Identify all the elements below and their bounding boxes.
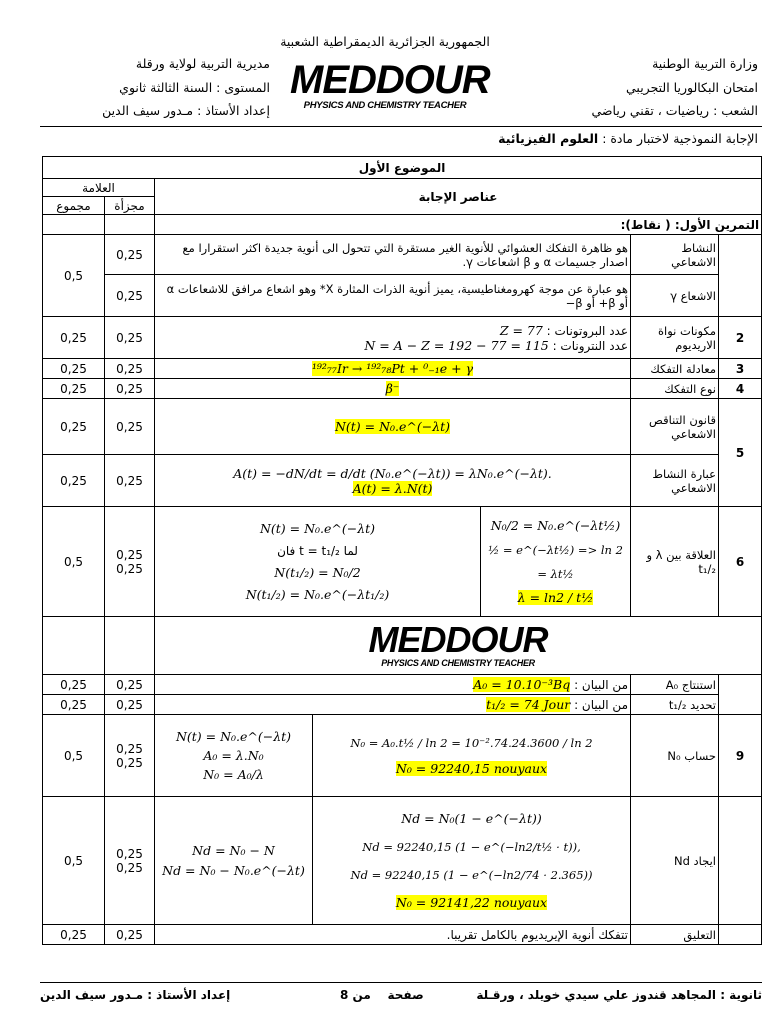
law-label: قانون التناقص الاشعاعي [631,399,719,455]
subject-title: الموضوع الأول [43,157,762,179]
answer-key-title: الإجابة النموذجية لاختبار مادة : العلوم الفيزيائية [498,131,758,146]
partial-cell: 0,25 [105,235,155,275]
total-cell: 0,25 [43,399,105,455]
partial-cell: 0,25 [105,455,155,507]
nd-result: N₀ = 92141,22 nouyaux [395,894,548,910]
mark-header: العلامة [43,179,155,197]
comment-text: تتفكك أنوية الإيريديوم بالكامل تقريبا. [155,925,631,945]
partial-cell: 0,25 [105,275,155,317]
nd-derivation: Nd = N₀ − N Nd = N₀ − N₀.e^(−λt) [155,797,313,925]
partial-cell: 0,25 [105,317,155,359]
total-cell: 0,5 [43,715,105,797]
activity-expression-result: A(t) = λ.N(t) [352,480,433,496]
decay-type-cell [155,379,631,399]
partial-cell: 0,25 [105,925,155,945]
n0-derivation: N(t) = N₀.e^(−λt) A₀ = λ.N₀ N₀ = A₀/λ [155,715,313,797]
exercise-title: التمرين الأول: ( نقاط): [155,215,762,235]
question-number: 2 [719,317,762,359]
total-cell: 0,25 [43,675,105,695]
meddour-logo: MEDDOUR PHYSICS AND CHEMISTRY TEACHER [290,58,490,111]
total-cell: 0,25 [43,455,105,507]
decay-law: N(t) = N₀.e^(−λt) [334,419,451,434]
decay-equation: ¹⁹²₇₇Ir → ¹⁹²₇₈Pt + ⁰₋₁e + γ [311,361,474,376]
question-number: 6 [719,507,762,617]
n0-result: N₀ = 92240,15 nouyaux [395,760,548,776]
partial-cell: 0,25 [105,695,155,715]
meddour-logo-mid: MEDDOUR PHYSICS AND CHEMISTRY TEACHER [155,617,762,675]
t12-value: t₁/₂ = 74 Jour [486,697,571,712]
partial-cell: 0,25 [105,675,155,695]
equation-label: معادلة التفكك [631,359,719,379]
question-number: 3 [719,359,762,379]
total-cell: 0,5 [43,235,105,317]
total-cell: 0,25 [43,695,105,715]
comment-label: التعليق [631,925,719,945]
elements-header: عناصر الإجابة [155,179,762,215]
footer-prepared-by: إعداد الأستاذ : مـدور سيف الدين [40,988,231,1002]
total-header: مجموع [43,197,105,215]
n0-calculation: N₀ = A₀.t½ / ln 2 = 10⁻².74.24.3600 / ln 2 N₀ = 92240,15 nouyaux [313,715,631,797]
republic-title: الجمهورية الجزائرية الديمقراطية الشعبية [280,34,490,49]
partial-cell: 0,25 0,25 [105,797,155,925]
partial-cell: 0,25 0,25 [105,507,155,617]
activity-expression: A(t) = −dN/dt = d/dt (N₀.e^(−λt)) = λN₀.e^(−λt). [233,465,552,481]
answer-table [42,156,762,945]
partial-cell: 0,25 [105,379,155,399]
n0-label: حساب N₀ [631,715,719,797]
nd-label: ايجاد Nd [631,797,719,925]
total-cell: 0,5 [43,507,105,617]
decay-type: β⁻ [385,381,400,396]
nucleus-label: مكونات نواة الاريديوم [631,317,719,359]
total-cell: 0,5 [43,797,105,925]
partial-cell: 0,25 [105,399,155,455]
relation-label: العلاقة بين λ و t₁/₂ [631,507,719,617]
lambda-result: λ = ln2 / t½ [517,589,594,605]
question-number: 9 [719,715,762,797]
nd-calculation: Nd = N₀(1 − e^(−λt)) Nd = 92240,15 (1 − e^(−ln2/t½ · t)), Nd = 92240,15 (1 − e^(−ln2/74 · 2.365)) N₀ = 92141,22 nouyaux [313,797,631,925]
footer-school: ثانوية : المجاهد قندوز علي سيدي خويلد ، ورقـلة [476,988,762,1002]
nucleus-content: عدد البروتونات : Z = 77 عدد النترونات : N = A − Z = 192 − 77 = 115 [155,317,631,359]
total-cell: 0,25 [43,359,105,379]
gamma-text: هو عبارة عن موجة كهرومغناطيسية، يميز أنوية الذرات المثارة X* وهو اشعاع مرافق للاشعاعات α أو β+ أو β− [155,275,631,317]
prepared-by-label: إعداد الأستاذ : مـدور سيف الدين [102,103,270,118]
total-cell: 0,25 [43,379,105,399]
total-cell: 0,25 [43,317,105,359]
partial-cell: 0,25 [105,359,155,379]
t12-cell: من البيان : t₁/₂ = 74 Jour [155,695,631,715]
activity-expr-label: عبارة النشاط الاشعاعي [631,455,719,507]
a0-label: استنتاج A₀ [631,675,719,695]
total-cell: 0,25 [43,925,105,945]
level-label: المستوى : السنة الثالثة ثانوي [119,80,270,95]
activity-expr-cell [155,455,631,507]
exam-label: امتحان البكالوريا التجريبي [626,80,758,95]
decay-type-label: نوع التفكك [631,379,719,399]
relation-derivation: N(t) = N₀.e^(−λt) لما t = t₁/₂ فان N(t₁/₂) = N₀/2 N(t₁/₂) = N₀.e^(−λt₁/₂) [155,507,481,617]
activity-text: هو ظاهرة التفكك العشوائي للأنوية الغير مستقرة التي تتحول الى أنوية جديدة اكثر استقرارا مع اصدار جسيمات α و β اشعاعات γ. [155,235,631,275]
footer-page: صفحة من 8 [340,988,424,1002]
activity-label: النشاط الاشعاعي [631,235,719,275]
law-cell [155,399,631,455]
partial-header: مجزأة [105,197,155,215]
decay-equation-cell [155,359,631,379]
stream-label: الشعب : رياضيات ، تقني رياضي [591,103,758,118]
ministry-label: وزارة التربية الوطنية [652,56,758,71]
gamma-label: الاشعاع γ [631,275,719,317]
t12-label: تحديد t₁/₂ [631,695,719,715]
a0-value: A₀ = 10.10⁻³Bq [473,677,571,692]
relation-result: N₀/2 = N₀.e^(−λt½) ½ = e^(−λt½) => ln 2 = λt½ λ = ln2 / t½ [481,507,631,617]
question-number: 4 [719,379,762,399]
directorate-label: مديرية التربية لولاية ورقلة [135,56,270,71]
question-number: 5 [719,399,762,507]
partial-cell: 0,25 0,25 [105,715,155,797]
a0-cell: من البيان : A₀ = 10.10⁻³Bq [155,675,631,695]
